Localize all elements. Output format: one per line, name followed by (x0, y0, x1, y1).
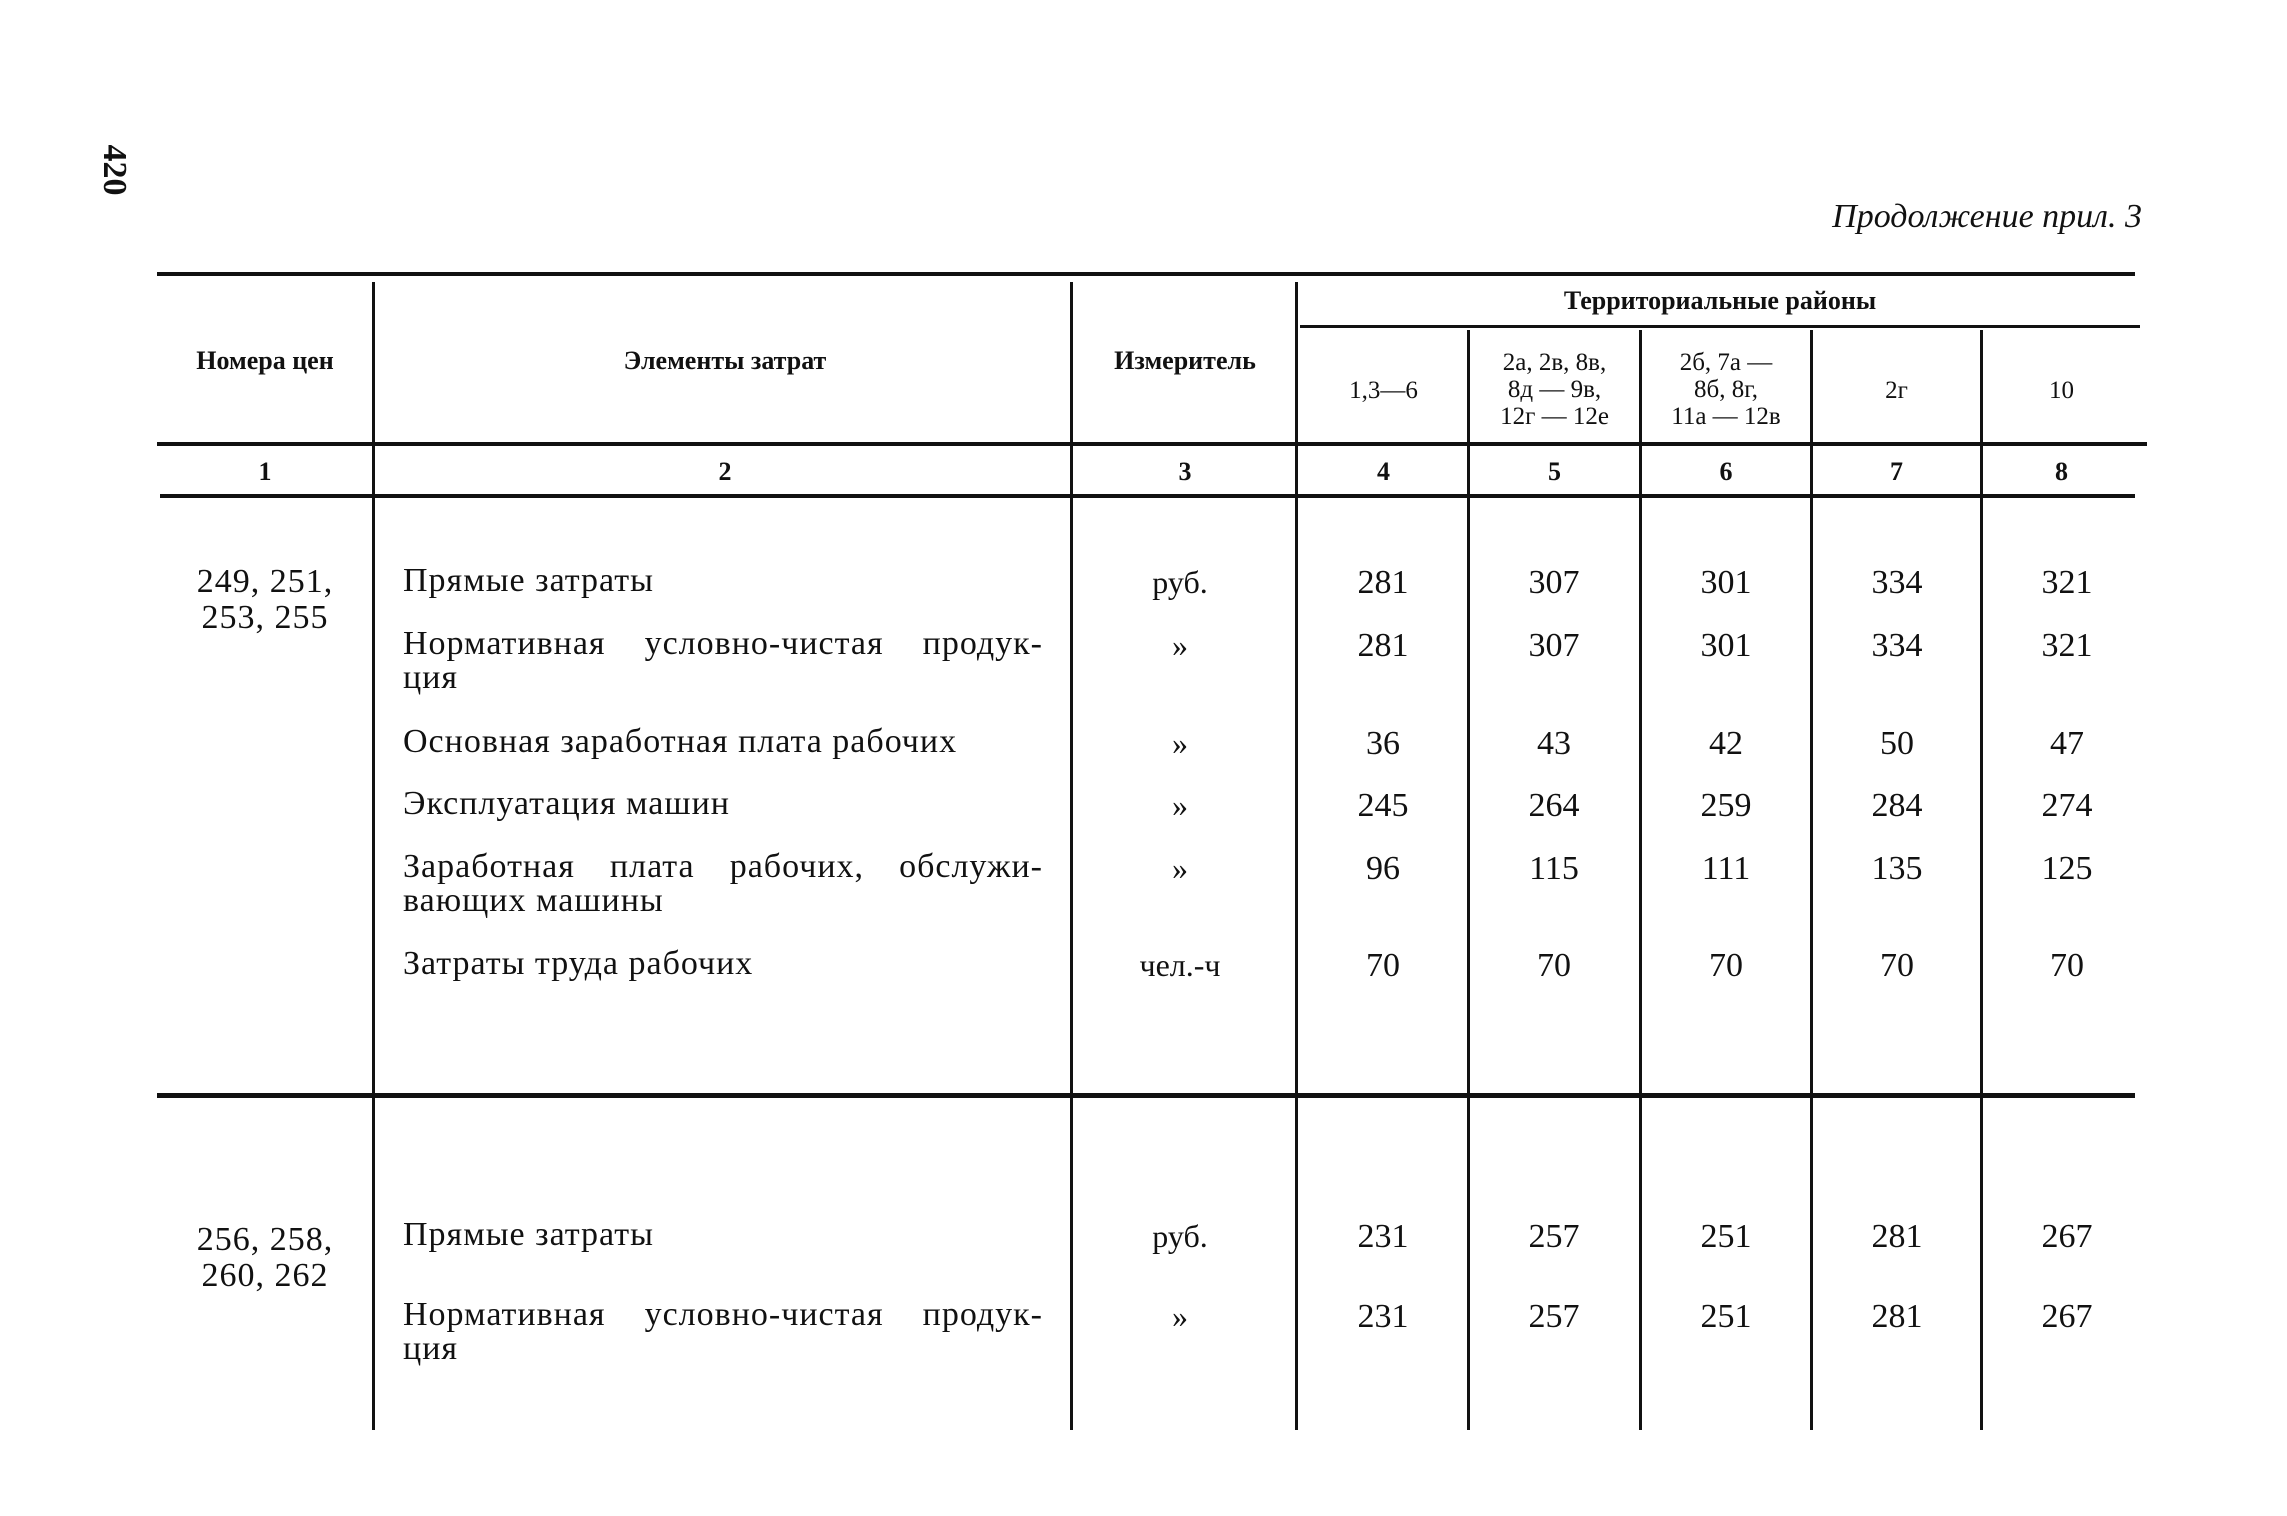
value-cell: 321 (2041, 564, 2093, 601)
colnum-4: 4 (1377, 457, 1390, 486)
colnum-1: 1 (258, 457, 272, 486)
value-cell: 307 (1528, 627, 1580, 664)
col-divider-7 (1980, 330, 1983, 1430)
value-cell: 70 (1537, 947, 1571, 984)
col-divider-4 (1467, 330, 1470, 1430)
value-cell: 267 (2041, 1218, 2093, 1255)
value-cell: 307 (1528, 564, 1580, 601)
header-bottom-rule (157, 442, 2147, 446)
unit-cell: руб. (1152, 564, 1208, 600)
col-divider-2 (1070, 282, 1073, 1430)
cost-element-label: Эксплуатация машин (403, 785, 730, 822)
value-cell: 281 (1871, 1298, 1923, 1335)
col-divider-6 (1810, 330, 1813, 1430)
value-cell: 111 (1701, 850, 1751, 887)
colnum-7: 7 (1890, 457, 1903, 486)
value-cell: 50 (1880, 725, 1914, 762)
value-cell: 115 (1529, 850, 1579, 887)
value-cell: 231 (1357, 1218, 1409, 1255)
value-cell: 281 (1357, 627, 1409, 664)
colnum-6: 6 (1719, 457, 1733, 486)
district-header-4: 2г (1885, 377, 1908, 404)
header-territorial-districts: Территориальные районы (1563, 286, 1877, 315)
column-numbers-rule (160, 494, 2135, 498)
section-2-price-numbers: 256, 258, 260, 262 (196, 1221, 334, 1294)
district-header-1: 1,3—6 (1349, 377, 1418, 404)
unit-cell: чел.-ч (1139, 947, 1221, 983)
value-cell: 259 (1700, 787, 1752, 824)
page-number: 420 (96, 144, 133, 196)
district-header-5: 10 (2049, 377, 2074, 404)
cost-element-label: Заработная плата рабочих, обслужи- вающих машины (403, 848, 1043, 919)
colnum-5: 5 (1548, 457, 1561, 486)
unit-cell: » (1172, 627, 1188, 663)
col-divider-1 (372, 282, 375, 1430)
cost-element-label: Нормативная условно-чистая продук- ция (403, 1296, 1043, 1367)
unit-cell: » (1172, 850, 1188, 886)
value-cell: 231 (1357, 1298, 1409, 1335)
value-cell: 70 (1709, 947, 1743, 984)
value-cell: 274 (2041, 787, 2093, 824)
cost-element-label: Основная заработная плата рабочих (403, 723, 958, 760)
value-cell: 42 (1709, 725, 1743, 762)
value-cell: 96 (1366, 850, 1400, 887)
value-cell: 264 (1528, 787, 1580, 824)
section-1-price-numbers: 249, 251, 253, 255 (196, 563, 334, 636)
cost-element-label: Затраты труда рабочих (403, 945, 754, 982)
value-cell: 251 (1700, 1298, 1752, 1335)
value-cell: 245 (1357, 787, 1409, 824)
cost-element-label: Прямые затраты (403, 1216, 654, 1253)
colnum-3: 3 (1178, 457, 1192, 486)
value-cell: 36 (1366, 725, 1400, 762)
value-cell: 284 (1871, 787, 1923, 824)
value-cell: 70 (1880, 947, 1914, 984)
colnum-8: 8 (2055, 457, 2068, 486)
header-price-numbers: Номера цен (196, 346, 334, 375)
value-cell: 43 (1537, 725, 1571, 762)
value-cell: 301 (1700, 627, 1752, 664)
value-cell: 257 (1528, 1218, 1580, 1255)
value-cell: 281 (1357, 564, 1409, 601)
unit-cell: » (1172, 787, 1188, 823)
unit-cell: » (1172, 725, 1188, 761)
value-cell: 47 (2050, 725, 2084, 762)
district-header-3: 2б, 7а — 8б, 8г, 11а — 12в (1671, 349, 1781, 430)
value-cell: 321 (2041, 627, 2093, 664)
cost-element-label: Прямые затраты (403, 562, 654, 599)
col-divider-5 (1639, 330, 1642, 1430)
header-unit: Измеритель (1114, 346, 1256, 375)
district-header-2: 2а, 2в, 8в, 8д — 9в, 12г — 12е (1500, 349, 1609, 430)
header-cost-elements: Элементы затрат (623, 346, 827, 375)
value-cell: 334 (1871, 627, 1923, 664)
value-cell: 334 (1871, 564, 1923, 601)
value-cell: 135 (1871, 850, 1923, 887)
district-group-rule (1300, 325, 2140, 328)
value-cell: 281 (1871, 1218, 1923, 1255)
unit-cell: руб. (1152, 1218, 1208, 1254)
value-cell: 301 (1700, 564, 1752, 601)
continuation-label: Продолжение прил. 3 (1832, 198, 2142, 235)
value-cell: 125 (2041, 850, 2093, 887)
col-divider-3 (1295, 282, 1298, 1430)
colnum-2: 2 (718, 457, 732, 486)
unit-cell: » (1172, 1298, 1188, 1334)
table-top-rule (157, 272, 2135, 276)
value-cell: 257 (1528, 1298, 1580, 1335)
value-cell: 70 (2050, 947, 2084, 984)
value-cell: 251 (1700, 1218, 1752, 1255)
value-cell: 267 (2041, 1298, 2093, 1335)
value-cell: 70 (1366, 947, 1400, 984)
section-divider (157, 1093, 2135, 1098)
cost-element-label: Нормативная условно-чистая продук- ция (403, 625, 1043, 696)
